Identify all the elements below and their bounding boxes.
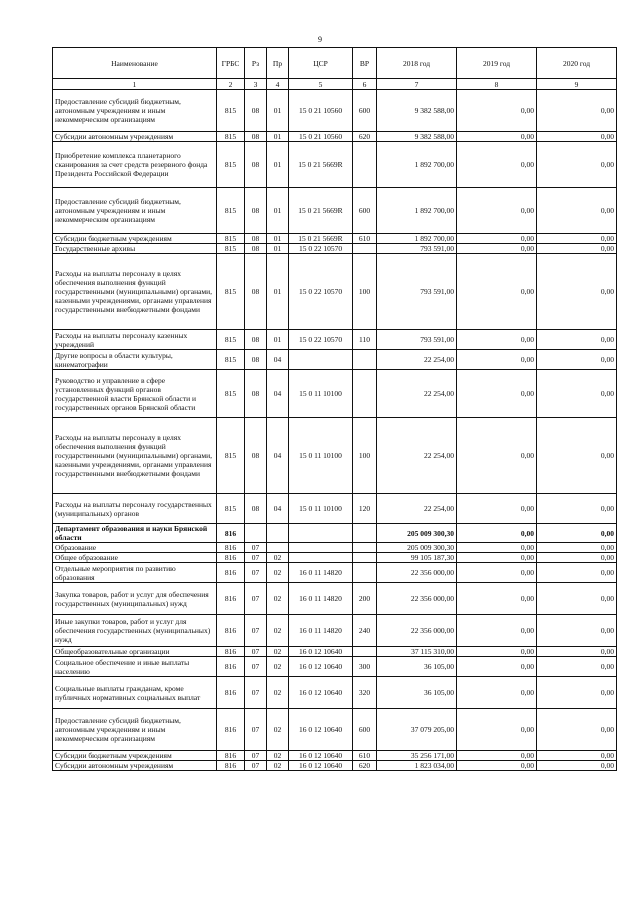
row-pr: 04 [267, 370, 289, 418]
table-row [53, 234, 617, 244]
row-grbs: 815 [217, 370, 245, 418]
table-row [53, 615, 617, 647]
row-grbs: 816 [217, 615, 245, 647]
row-rz: 08 [245, 254, 267, 330]
row-name: Общее образование [53, 553, 217, 563]
row-2019: 0,00 [457, 677, 537, 709]
header-row [53, 48, 617, 79]
row-csr [289, 350, 353, 370]
row-rz: 07 [245, 657, 267, 677]
row-2018: 22 356 000,00 [377, 583, 457, 615]
row-2019: 0,00 [457, 254, 537, 330]
column-number: 8 [457, 79, 537, 90]
header-2019: 2019 год [457, 48, 537, 79]
row-2019: 0,00 [457, 543, 537, 553]
row-2019: 0,00 [457, 583, 537, 615]
row-grbs: 815 [217, 90, 245, 132]
row-2019: 0,00 [457, 244, 537, 254]
row-csr [289, 553, 353, 563]
row-2020: 0,00 [537, 370, 617, 418]
row-2020: 0,00 [537, 90, 617, 132]
row-2020: 0,00 [537, 657, 617, 677]
row-2018: 9 382 588,00 [377, 132, 457, 142]
row-name: Отдельные мероприятия по развитию образования [53, 563, 217, 583]
row-2018: 37 115 310,00 [377, 647, 457, 657]
row-name: Расходы на выплаты персоналу государственных (муниципальных) органов [53, 494, 217, 524]
row-name: Субсидии бюджетным учреждениям [53, 234, 217, 244]
row-rz: 08 [245, 132, 267, 142]
column-number: 4 [267, 79, 289, 90]
row-name: Расходы на выплаты персоналу в целях обеспечения выполнения функций государственными (муниципальными) органами, казенными учреждениями, органами управления государственными внебюджетными фондами [53, 418, 217, 494]
row-2020: 0,00 [537, 761, 617, 771]
row-vr: 100 [353, 254, 377, 330]
header-csr: ЦСР [289, 48, 353, 79]
row-rz: 07 [245, 751, 267, 761]
row-grbs: 815 [217, 142, 245, 188]
row-2020: 0,00 [537, 677, 617, 709]
row-2019: 0,00 [457, 563, 537, 583]
table-row [53, 553, 617, 563]
row-csr: 16 0 12 10640 [289, 751, 353, 761]
row-2020: 0,00 [537, 563, 617, 583]
row-pr [267, 524, 289, 543]
row-vr [353, 142, 377, 188]
row-2018: 793 591,00 [377, 254, 457, 330]
row-name: Субсидии автономным учреждениям [53, 761, 217, 771]
row-2020: 0,00 [537, 418, 617, 494]
row-csr: 15 0 11 10100 [289, 370, 353, 418]
row-2019: 0,00 [457, 188, 537, 234]
row-2018: 1 892 700,00 [377, 234, 457, 244]
row-grbs: 815 [217, 132, 245, 142]
row-2019: 0,00 [457, 709, 537, 751]
row-2019: 0,00 [457, 657, 537, 677]
row-2019: 0,00 [457, 90, 537, 132]
row-rz: 08 [245, 244, 267, 254]
row-rz: 07 [245, 761, 267, 771]
column-number: 2 [217, 79, 245, 90]
row-2018: 36 105,00 [377, 677, 457, 709]
column-number: 9 [537, 79, 617, 90]
row-grbs: 816 [217, 709, 245, 751]
table-body [53, 90, 617, 771]
row-pr: 02 [267, 583, 289, 615]
row-2020: 0,00 [537, 615, 617, 647]
table-row [53, 132, 617, 142]
table-row [53, 244, 617, 254]
row-2018: 205 009 300,30 [377, 543, 457, 553]
row-name: Расходы на выплаты персоналу казенных учреждений [53, 330, 217, 350]
row-2019: 0,00 [457, 132, 537, 142]
column-number: 6 [353, 79, 377, 90]
row-pr: 01 [267, 244, 289, 254]
row-2019: 0,00 [457, 494, 537, 524]
table-row [53, 188, 617, 234]
row-csr: 15 0 21 10560 [289, 132, 353, 142]
row-vr [353, 543, 377, 553]
row-2020: 0,00 [537, 751, 617, 761]
table-row [53, 370, 617, 418]
row-pr: 04 [267, 350, 289, 370]
row-2018: 1 823 034,00 [377, 761, 457, 771]
row-2019: 0,00 [457, 370, 537, 418]
row-2020: 0,00 [537, 254, 617, 330]
row-csr: 16 0 12 10640 [289, 647, 353, 657]
row-name: Предоставление субсидий бюджетным, автономным учреждениям и иным некоммерческим организациям [53, 709, 217, 751]
row-pr: 01 [267, 132, 289, 142]
row-name: Общеобразовательные организации [53, 647, 217, 657]
row-pr: 02 [267, 647, 289, 657]
row-name: Закупка товаров, работ и услуг для обеспечения государственных (муниципальных) нужд [53, 583, 217, 615]
row-2019: 0,00 [457, 330, 537, 350]
row-rz: 08 [245, 330, 267, 350]
row-2020: 0,00 [537, 647, 617, 657]
row-name: Социальные выплаты гражданам, кроме публичных нормативных социальных выплат [53, 677, 217, 709]
header-pr: Пр [267, 48, 289, 79]
row-pr: 02 [267, 677, 289, 709]
table-row [53, 563, 617, 583]
row-grbs: 815 [217, 494, 245, 524]
row-2019: 0,00 [457, 751, 537, 761]
row-pr: 02 [267, 563, 289, 583]
row-2018: 36 105,00 [377, 657, 457, 677]
row-2020: 0,00 [537, 543, 617, 553]
row-2020: 0,00 [537, 132, 617, 142]
row-2019: 0,00 [457, 647, 537, 657]
table-row [53, 418, 617, 494]
row-rz: 07 [245, 615, 267, 647]
row-2018: 22 254,00 [377, 494, 457, 524]
row-2020: 0,00 [537, 244, 617, 254]
row-csr: 16 0 11 14820 [289, 583, 353, 615]
row-vr: 610 [353, 234, 377, 244]
row-2018: 793 591,00 [377, 244, 457, 254]
row-rz: 08 [245, 370, 267, 418]
row-name: Субсидии автономным учреждениям [53, 132, 217, 142]
row-2018: 1 892 700,00 [377, 188, 457, 234]
row-csr: 16 0 12 10640 [289, 677, 353, 709]
row-vr [353, 647, 377, 657]
row-2019: 0,00 [457, 142, 537, 188]
row-2019: 0,00 [457, 418, 537, 494]
row-pr: 04 [267, 494, 289, 524]
row-pr: 01 [267, 330, 289, 350]
row-csr [289, 543, 353, 553]
row-2018: 35 256 171,00 [377, 751, 457, 761]
table-row [53, 657, 617, 677]
row-csr: 15 0 11 10100 [289, 418, 353, 494]
row-rz: 07 [245, 563, 267, 583]
row-vr: 600 [353, 188, 377, 234]
row-vr [353, 524, 377, 543]
row-csr: 15 0 21 5669R [289, 142, 353, 188]
table-row [53, 350, 617, 370]
row-csr: 16 0 11 14820 [289, 563, 353, 583]
row-grbs: 816 [217, 761, 245, 771]
row-2018: 99 105 187,30 [377, 553, 457, 563]
row-2020: 0,00 [537, 350, 617, 370]
row-csr [289, 524, 353, 543]
budget-table [52, 47, 617, 771]
row-grbs: 815 [217, 244, 245, 254]
row-vr: 610 [353, 751, 377, 761]
row-2020: 0,00 [537, 188, 617, 234]
table-row [53, 761, 617, 771]
table-row [53, 647, 617, 657]
header-vr: ВР [353, 48, 377, 79]
row-pr: 01 [267, 234, 289, 244]
row-vr: 320 [353, 677, 377, 709]
row-vr: 200 [353, 583, 377, 615]
row-2018: 9 382 588,00 [377, 90, 457, 132]
row-2018: 22 254,00 [377, 418, 457, 494]
row-grbs: 816 [217, 751, 245, 761]
row-2018: 22 356 000,00 [377, 615, 457, 647]
column-number: 3 [245, 79, 267, 90]
row-name: Предоставление субсидий бюджетным, автономным учреждениям и иным некоммерческим организациям [53, 188, 217, 234]
row-grbs: 815 [217, 234, 245, 244]
row-2020: 0,00 [537, 330, 617, 350]
row-name: Субсидии бюджетным учреждениям [53, 751, 217, 761]
header-2020: 2020 год [537, 48, 617, 79]
row-2020: 0,00 [537, 709, 617, 751]
row-name: Расходы на выплаты персоналу в целях обеспечения выполнения функций государственными (муниципальными) органами, казенными учреждениями, органами управления государственными внебюджетными фондами [53, 254, 217, 330]
header-grbs: ГРБС [217, 48, 245, 79]
row-pr: 01 [267, 254, 289, 330]
table-row [53, 330, 617, 350]
row-grbs: 816 [217, 563, 245, 583]
table-row [53, 583, 617, 615]
row-2018: 205 009 300,30 [377, 524, 457, 543]
row-2019: 0,00 [457, 524, 537, 543]
row-csr: 15 0 22 10570 [289, 254, 353, 330]
row-name: Другие вопросы в области культуры, кинематографии [53, 350, 217, 370]
row-2018: 22 254,00 [377, 370, 457, 418]
row-2018: 37 079 205,00 [377, 709, 457, 751]
table-row [53, 751, 617, 761]
row-csr: 16 0 12 10640 [289, 657, 353, 677]
row-vr [353, 553, 377, 563]
row-name: Руководство и управление в сфере установленных функций органов государственной власти Брянской области и государственных органов Брянской области [53, 370, 217, 418]
row-rz: 08 [245, 188, 267, 234]
row-pr: 02 [267, 751, 289, 761]
column-number-row [53, 79, 617, 90]
header-name: Наименование [53, 48, 217, 79]
row-pr [267, 543, 289, 553]
row-2020: 0,00 [537, 583, 617, 615]
row-rz: 07 [245, 553, 267, 563]
row-grbs: 816 [217, 543, 245, 553]
row-rz: 07 [245, 583, 267, 615]
row-rz: 08 [245, 234, 267, 244]
row-name: Департамент образования и науки Брянской области [53, 524, 217, 543]
row-2020: 0,00 [537, 494, 617, 524]
row-pr: 02 [267, 553, 289, 563]
row-rz: 08 [245, 142, 267, 188]
row-rz: 08 [245, 494, 267, 524]
row-csr: 15 0 21 10560 [289, 90, 353, 132]
row-vr: 620 [353, 761, 377, 771]
header-rz: Рз [245, 48, 267, 79]
page-number: 9 [318, 35, 322, 44]
row-pr: 02 [267, 657, 289, 677]
row-csr: 15 0 22 10570 [289, 330, 353, 350]
row-vr: 110 [353, 330, 377, 350]
row-csr: 15 0 21 5669R [289, 188, 353, 234]
row-vr: 600 [353, 709, 377, 751]
table-row [53, 254, 617, 330]
row-csr: 16 0 11 14820 [289, 615, 353, 647]
row-name: Приобретение комплекса планетарного сканирования за счет средств резервного фонда Президента Российской Федерации [53, 142, 217, 188]
column-number: 5 [289, 79, 353, 90]
row-rz: 08 [245, 418, 267, 494]
row-pr: 02 [267, 615, 289, 647]
row-vr [353, 244, 377, 254]
row-vr: 620 [353, 132, 377, 142]
table-row [53, 142, 617, 188]
row-vr [353, 563, 377, 583]
row-vr: 300 [353, 657, 377, 677]
row-rz: 07 [245, 709, 267, 751]
row-2020: 0,00 [537, 234, 617, 244]
row-2018: 793 591,00 [377, 330, 457, 350]
row-grbs: 815 [217, 330, 245, 350]
row-pr: 04 [267, 418, 289, 494]
row-grbs: 815 [217, 418, 245, 494]
column-number: 7 [377, 79, 457, 90]
row-rz: 07 [245, 677, 267, 709]
row-2019: 0,00 [457, 234, 537, 244]
row-csr: 16 0 12 10640 [289, 761, 353, 771]
row-rz: 08 [245, 90, 267, 132]
row-rz [245, 524, 267, 543]
table-row [53, 524, 617, 543]
row-csr: 15 0 22 10570 [289, 244, 353, 254]
row-2020: 0,00 [537, 524, 617, 543]
row-vr [353, 370, 377, 418]
table-row [53, 677, 617, 709]
row-name: Государственные архивы [53, 244, 217, 254]
header-2018: 2018 год [377, 48, 457, 79]
row-rz: 08 [245, 350, 267, 370]
table-row [53, 90, 617, 132]
row-name: Иные закупки товаров, работ и услуг для обеспечения государственных (муниципальных) нужд [53, 615, 217, 647]
row-csr: 15 0 11 10100 [289, 494, 353, 524]
row-name: Образование [53, 543, 217, 553]
row-csr: 16 0 12 10640 [289, 709, 353, 751]
row-pr: 01 [267, 90, 289, 132]
column-number: 1 [53, 79, 217, 90]
row-pr: 01 [267, 188, 289, 234]
table-row [53, 543, 617, 553]
row-2018: 1 892 700,00 [377, 142, 457, 188]
row-2018: 22 254,00 [377, 350, 457, 370]
row-2019: 0,00 [457, 761, 537, 771]
row-grbs: 816 [217, 647, 245, 657]
row-2019: 0,00 [457, 350, 537, 370]
row-vr: 100 [353, 418, 377, 494]
table-row [53, 709, 617, 751]
row-2020: 0,00 [537, 553, 617, 563]
row-grbs: 816 [217, 524, 245, 543]
row-pr: 01 [267, 142, 289, 188]
row-2018: 22 356 000,00 [377, 563, 457, 583]
row-csr: 15 0 21 5669R [289, 234, 353, 244]
row-2019: 0,00 [457, 615, 537, 647]
row-pr: 02 [267, 761, 289, 771]
row-2019: 0,00 [457, 553, 537, 563]
row-rz: 07 [245, 647, 267, 657]
row-vr: 600 [353, 90, 377, 132]
row-grbs: 816 [217, 583, 245, 615]
row-vr [353, 350, 377, 370]
row-pr: 02 [267, 709, 289, 751]
row-2020: 0,00 [537, 142, 617, 188]
row-rz: 07 [245, 543, 267, 553]
row-grbs: 815 [217, 350, 245, 370]
row-name: Предоставление субсидий бюджетным, автономным учреждениям и иным некоммерческим организациям [53, 90, 217, 132]
row-grbs: 816 [217, 677, 245, 709]
row-grbs: 815 [217, 254, 245, 330]
row-vr: 240 [353, 615, 377, 647]
row-name: Социальное обеспечение и иные выплаты населению [53, 657, 217, 677]
row-grbs: 815 [217, 188, 245, 234]
table-row [53, 494, 617, 524]
row-grbs: 816 [217, 553, 245, 563]
row-grbs: 816 [217, 657, 245, 677]
row-vr: 120 [353, 494, 377, 524]
